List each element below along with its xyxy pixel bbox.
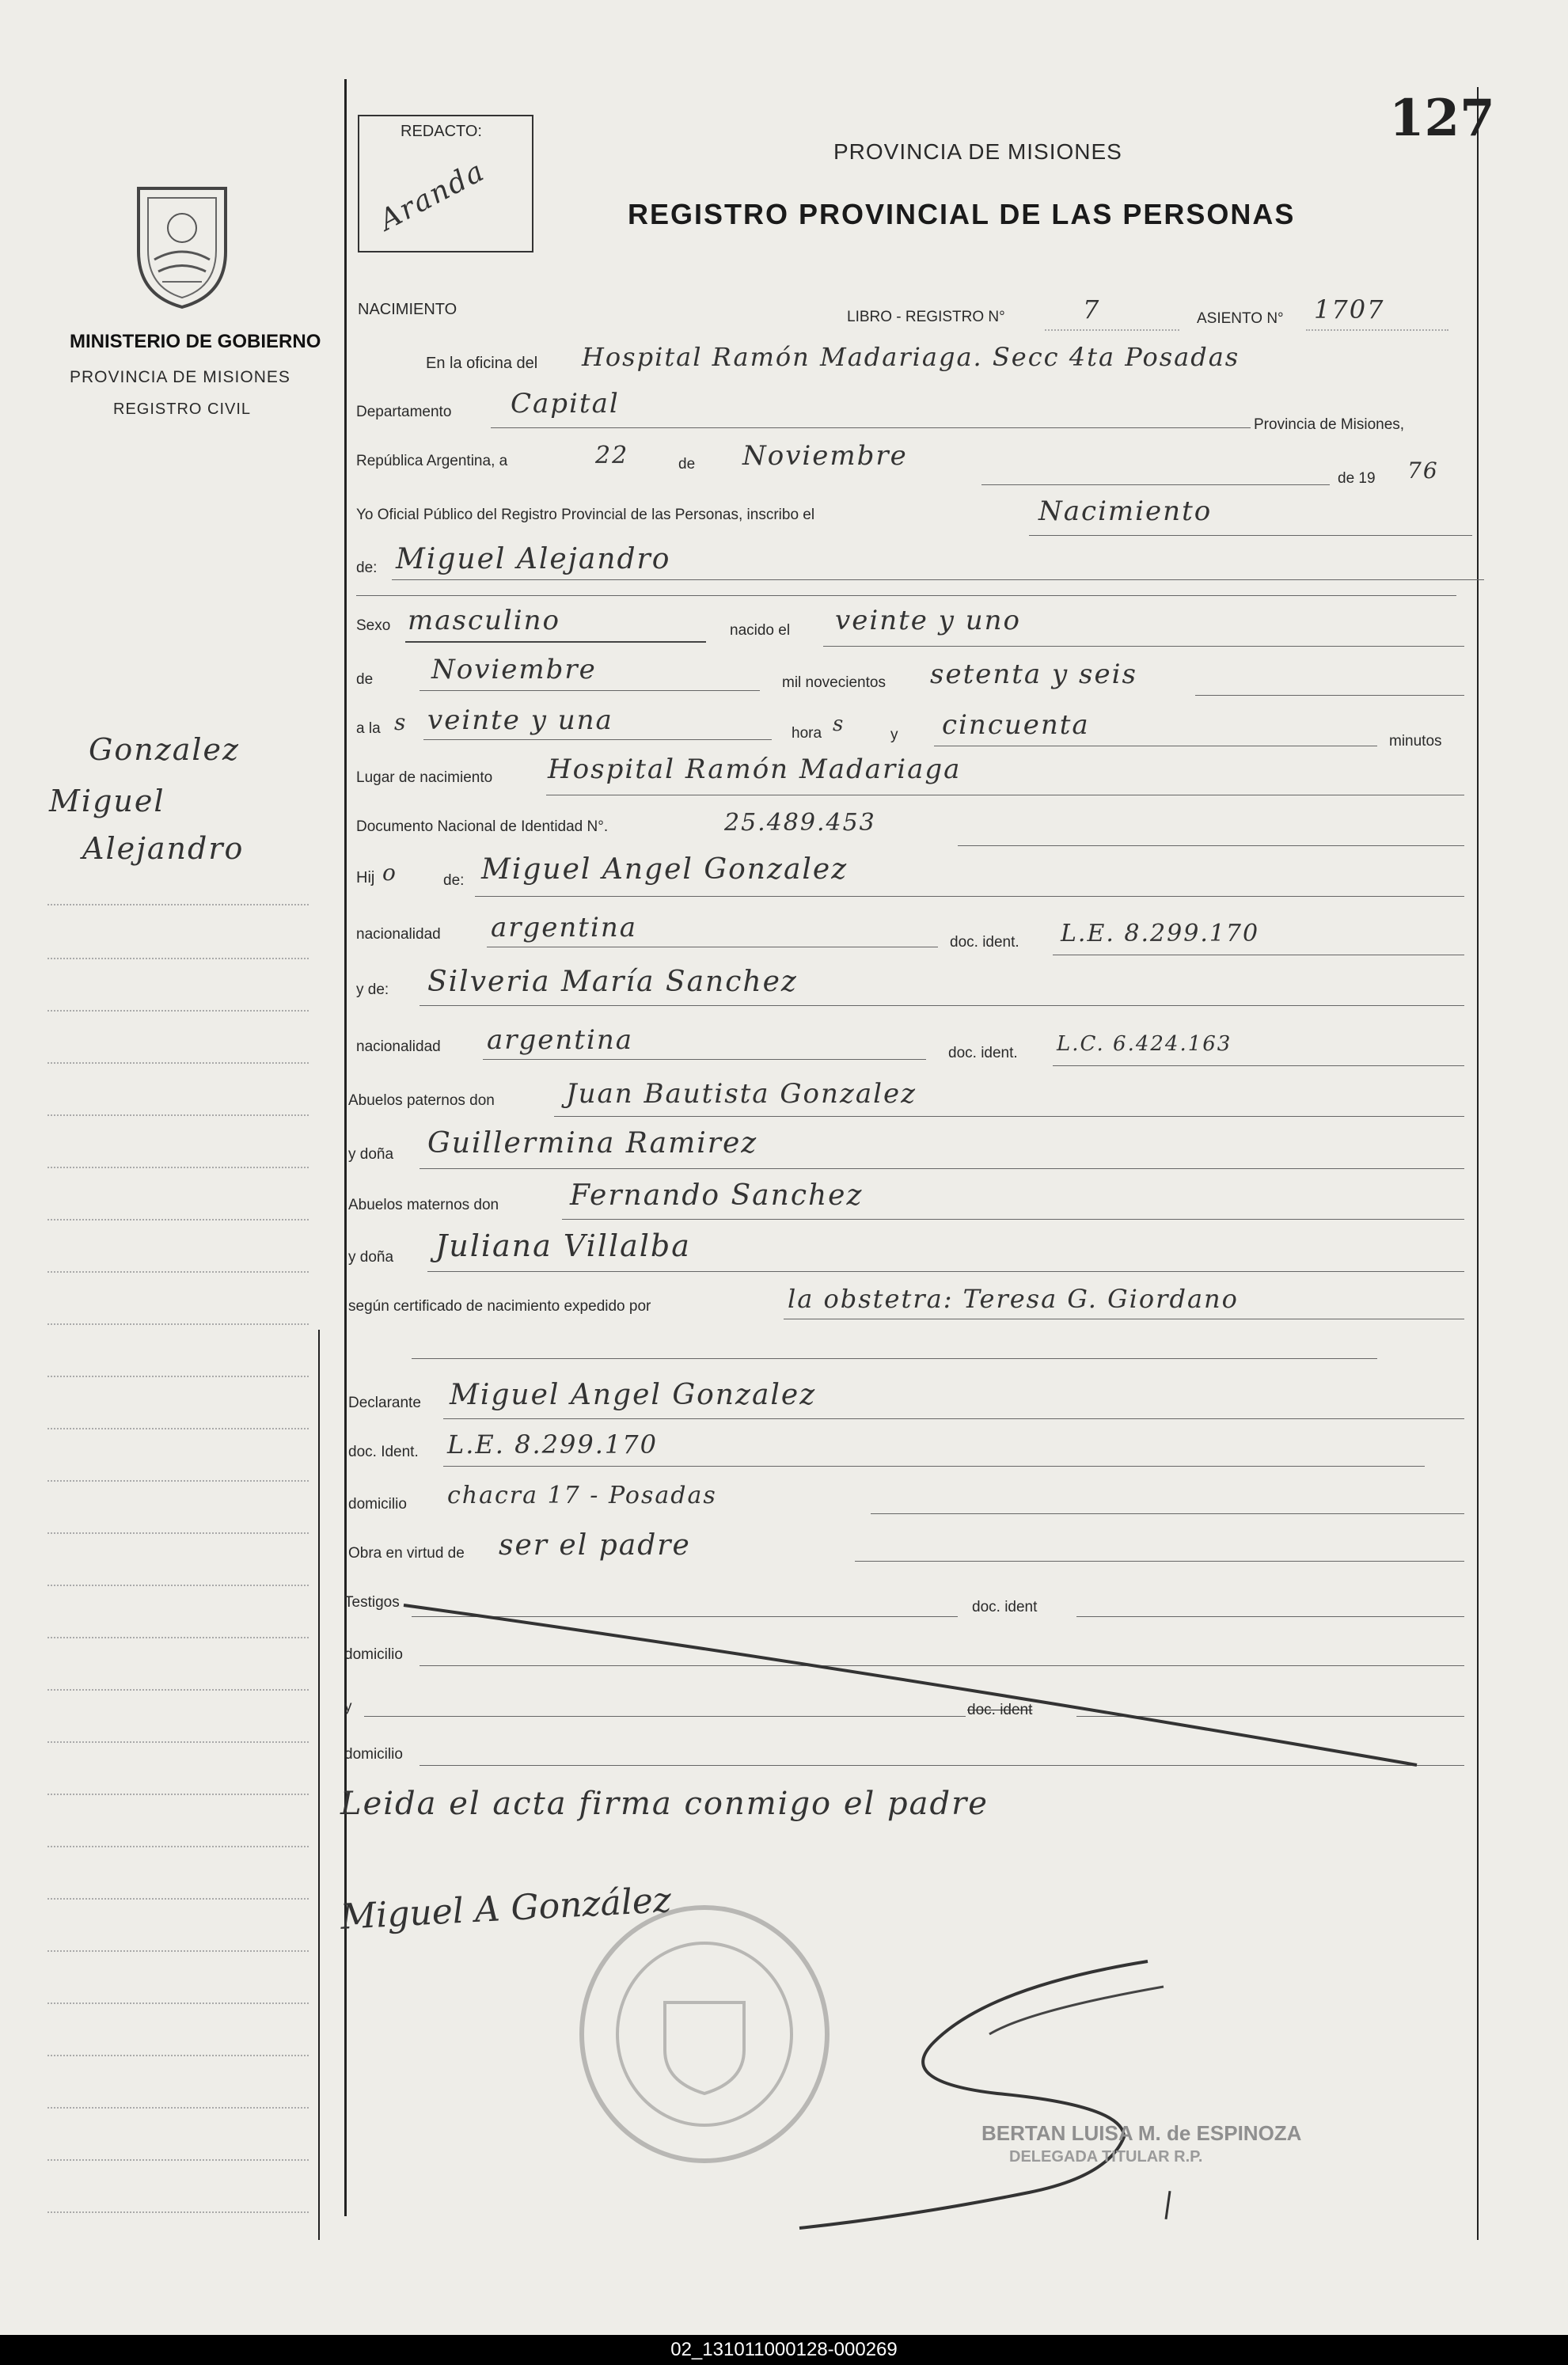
label-de2: de:: [356, 560, 378, 576]
value-hora: veinte y una: [427, 704, 613, 736]
value-anio: 76: [1407, 457, 1439, 484]
label-abuelos-paternos: Abuelos paternos don: [348, 1092, 495, 1109]
value-nacido-anio: setenta y seis: [930, 659, 1137, 690]
declarante-line: [443, 1418, 1464, 1419]
margin-note-surname: Gonzalez: [89, 732, 241, 767]
label-documento: Documento Nacional de Identidad N°.: [356, 818, 609, 835]
abuelo-m-line: [562, 1219, 1464, 1220]
label-obra: Obra en virtud de: [348, 1545, 465, 1562]
madre-line: [420, 1005, 1464, 1006]
value-dia: 22: [595, 442, 629, 469]
redacto-box: [358, 115, 533, 252]
label-asiento: ASIENTO N°: [1197, 310, 1284, 327]
label-y-minutos: y: [890, 727, 898, 743]
label-mil: mil novecientos: [782, 674, 886, 691]
declarante-doc-line: [443, 1466, 1425, 1467]
value-abuela-m: Juliana Villalba: [435, 1228, 691, 1263]
abuela-m-line: [427, 1271, 1464, 1272]
asiento-line: [1306, 329, 1448, 331]
registrar-signature-icon: [792, 1955, 1361, 2240]
label-nacido: nacido el: [730, 622, 791, 639]
value-domicilio: chacra 17 - Posadas: [447, 1482, 717, 1509]
libro-line: [1045, 329, 1179, 331]
label-alas: a la: [356, 720, 381, 737]
province-seal-icon: [123, 180, 241, 311]
label-de3: de: [356, 671, 374, 688]
nacido-anio-line: [1195, 695, 1464, 696]
certificado-line-2: [412, 1358, 1377, 1359]
value-minutos: cincuenta: [942, 709, 1090, 741]
dni-line: [958, 845, 1464, 846]
value-hijo-suffix: o: [382, 860, 397, 886]
value-hora-s2: s: [833, 712, 845, 736]
value-mes: Noviembre: [742, 440, 908, 472]
hora-line: [423, 739, 772, 740]
value-certificado: la obstetra: Teresa G. Giordano: [788, 1284, 1239, 1314]
label-y-testigo: y: [344, 1699, 352, 1715]
redacto-label: REDACTO:: [401, 123, 482, 140]
label-nacionalidad-madre: nacionalidad: [356, 1038, 441, 1055]
value-departamento: Capital: [511, 388, 620, 419]
stamp-registrar-title: DELEGADA TITULAR R.P.: [1009, 2148, 1203, 2166]
page-number: 127: [1389, 89, 1495, 148]
label-ydona-p: y doña: [348, 1146, 394, 1163]
ministry-office: REGISTRO CIVIL: [113, 400, 252, 418]
declarant-signature: Miguel A González: [339, 1880, 673, 1938]
footer-file-id: 02_131011000128-000269: [0, 2335, 1568, 2365]
nacido-line: [823, 646, 1464, 647]
value-obra: ser el padre: [499, 1529, 691, 1562]
acto-line: [1029, 535, 1472, 536]
value-oficina: Hospital Ramón Madariaga. Secc 4ta Posadas: [582, 342, 1240, 372]
ministry-province: PROVINCIA DE MISIONES: [70, 368, 290, 386]
label-doc-ident-testigo-2: doc. ident: [967, 1702, 1033, 1718]
label-sexo: Sexo: [356, 617, 391, 634]
value-cierre: Leida el acta firma conmigo el padre: [340, 1786, 989, 1822]
value-declarante-doc: L.E. 8.299.170: [447, 1429, 658, 1460]
value-nacido-dia: veinte y uno: [835, 605, 1021, 636]
label-hora: hora: [792, 725, 822, 742]
label-testigos: Testigos: [344, 1594, 400, 1611]
value-hora-s: s: [394, 709, 408, 735]
label-republica: República Argentina, a: [356, 453, 508, 469]
value-madre-nac: argentina: [487, 1024, 634, 1056]
label-nacionalidad-padre: nacionalidad: [356, 926, 441, 943]
label-declarante: Declarante: [348, 1395, 421, 1411]
value-abuela-p: Guillermina Ramirez: [427, 1127, 758, 1160]
label-abuelos-maternos: Abuelos maternos don: [348, 1197, 499, 1213]
value-madre: Silveria María Sanchez: [427, 966, 798, 998]
stamp-registrar-name: BERTAN LUISA M. de ESPINOZA: [981, 2121, 1302, 2145]
label-domicilio-testigo-2: domicilio: [344, 1746, 403, 1763]
label-departamento: Departamento: [356, 404, 452, 420]
value-abuelo-p: Juan Bautista Gonzalez: [566, 1078, 917, 1110]
nombre-line: [392, 579, 1484, 580]
left-margin-line: [318, 1330, 320, 2240]
label-doc-ident-padre: doc. ident.: [950, 934, 1019, 951]
value-nombre: Miguel Alejandro: [396, 543, 671, 575]
departamento-line: [491, 427, 1251, 428]
value-sexo: masculino: [408, 605, 561, 636]
value-abuelo-m: Fernando Sanchez: [570, 1179, 864, 1212]
label-de1: de: [678, 456, 696, 473]
value-nacido-mes: Noviembre: [431, 654, 597, 685]
value-padre-doc: L.E. 8.299.170: [1061, 920, 1260, 947]
abuela-p-line: [420, 1168, 1464, 1169]
nacido-mes-line: [420, 690, 760, 691]
label-lugar: Lugar de nacimiento: [356, 769, 493, 786]
label-doc-ident-madre: doc. ident.: [948, 1045, 1018, 1061]
margin-note-first-name: Miguel: [49, 784, 165, 818]
label-minutos: minutos: [1389, 733, 1442, 750]
label-oficina: En la oficina del: [426, 355, 538, 372]
header-title: REGISTRO PROVINCIAL DE LAS PERSONAS: [628, 198, 1296, 230]
label-de4: de:: [443, 872, 465, 889]
value-asiento: 1707: [1314, 294, 1385, 325]
obra-line: [855, 1561, 1464, 1562]
margin-note-middle-name: Alejandro: [82, 831, 245, 866]
label-segun: según certificado de nacimiento expedido por: [348, 1298, 651, 1315]
label-ydona-m: y doña: [348, 1249, 394, 1266]
fecha-line: [981, 484, 1330, 485]
padre-line: [475, 896, 1464, 897]
label-doc-ident-declarante: doc. Ident.: [348, 1444, 419, 1460]
value-dni: 25.489.453: [724, 809, 876, 837]
value-lugar: Hospital Ramón Madariaga: [548, 754, 962, 785]
label-provincia: Provincia de Misiones,: [1254, 416, 1405, 433]
domicilio-line: [871, 1513, 1464, 1514]
nombre-line-2: [356, 595, 1456, 596]
left-column-border: [344, 79, 347, 2216]
value-padre: Miguel Angel Gonzalez: [481, 853, 849, 886]
value-declarante: Miguel Angel Gonzalez: [450, 1379, 817, 1411]
value-acto: Nacimiento: [1038, 495, 1213, 527]
label-de-year: de 19: [1338, 470, 1376, 487]
label-yde: y de:: [356, 981, 389, 998]
label-domicilio: domicilio: [348, 1496, 407, 1513]
madre-doc-line: [1053, 1065, 1464, 1066]
value-libro: 7: [1083, 294, 1101, 325]
testigos-cross-out-stroke: [396, 1599, 1425, 1773]
right-border: [1477, 87, 1479, 2240]
ministry-title: MINISTERIO DE GOBIERNO: [70, 331, 321, 352]
label-nacimiento: NACIMIENTO: [358, 301, 457, 318]
abuelo-p-line: [554, 1116, 1464, 1117]
sexo-underline: [405, 641, 706, 643]
redacto-signature: Aranda: [374, 154, 491, 237]
label-doc-ident-testigo: doc. ident: [972, 1599, 1038, 1615]
label-oficial: Yo Oficial Público del Registro Provincial de las Personas, inscribo el: [356, 507, 815, 523]
label-libro: LIBRO - REGISTRO N°: [847, 309, 1005, 325]
header-province: PROVINCIA DE MISIONES: [833, 139, 1122, 164]
label-hijo: Hij: [356, 869, 375, 886]
label-domicilio-testigo-1: domicilio: [344, 1646, 403, 1663]
value-madre-doc: L.C. 6.424.163: [1057, 1032, 1232, 1056]
madre-nac-line: [483, 1059, 926, 1060]
value-padre-nac: argentina: [491, 912, 638, 943]
